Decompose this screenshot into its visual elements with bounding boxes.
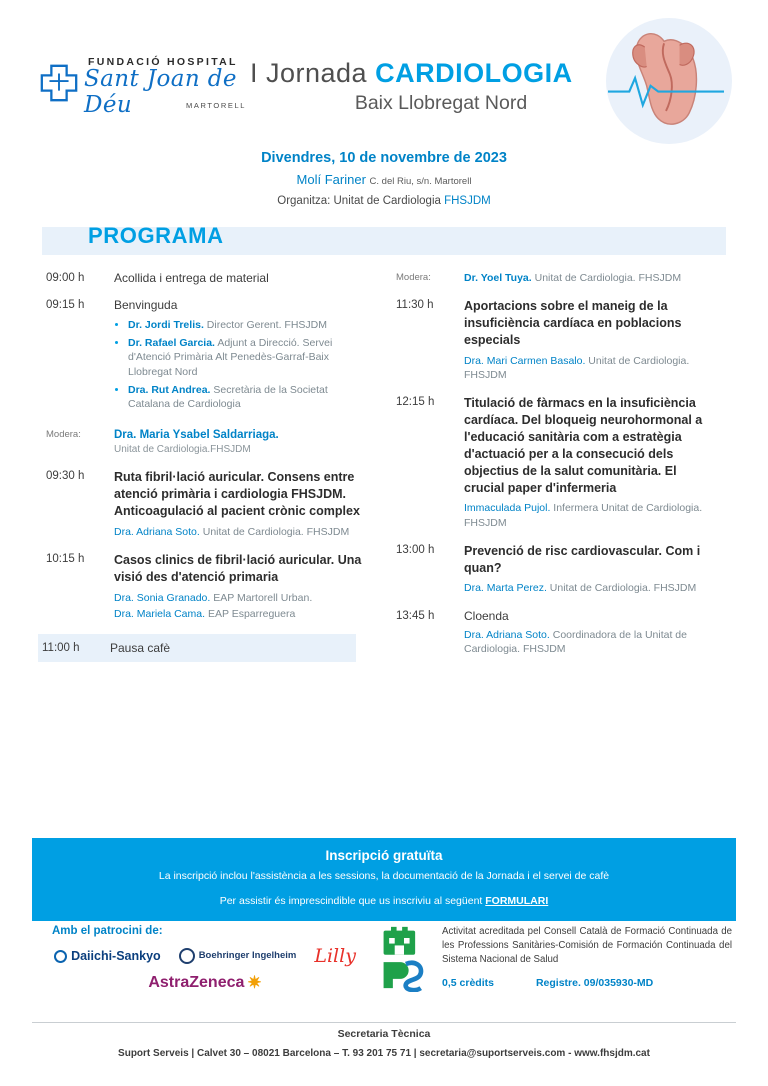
- banner-cta: [52, 895, 716, 907]
- speaker-name: Dr. Jordi Trelis.: [128, 319, 204, 331]
- organizer-text: Organitza: Unitat de Cardiologia: [277, 195, 445, 207]
- title-prefix: I Jornada: [250, 58, 376, 88]
- sponsor-name: Boehringer Ingelheim: [198, 949, 297, 961]
- sponsor-logo-boehringer-ingelheim: [179, 948, 297, 964]
- talk-title: Ruta fibril·lació auricular. Consens entre atenció primària i cardiologia FHSJDM. Anticoagulació al pacient crònic complex: [114, 469, 360, 518]
- list-item: [128, 383, 370, 411]
- speaker-role: Infermera Unitat de Cardiologia. FHSJDM: [464, 502, 703, 529]
- row-time: Modera:: [396, 272, 431, 283]
- banner-title: Inscripció gratuïta: [325, 848, 443, 863]
- event-date: Divendres, 10 de novembre de 2023: [261, 150, 507, 166]
- speaker-role: EAP Esparreguera: [207, 607, 296, 620]
- program-row: [392, 298, 726, 382]
- accreditation-text: Activitat acreditada pel Consell Català de Formació Continuada de les Professions Sanitàries-Comisión de Formación Continuada del Sistema Nacional de Salud: [442, 926, 732, 966]
- row-text: Pausa cafè: [110, 640, 171, 655]
- page-title: [250, 58, 650, 89]
- sponsors-row-1: [40, 945, 370, 967]
- row-time: 13:00 h: [396, 543, 435, 556]
- moderator-inline: [464, 271, 720, 285]
- logo-title: FUNDACIÓ HOSPITAL: [88, 56, 238, 68]
- row-content: [464, 395, 726, 530]
- row-time: 11:30 h: [396, 299, 434, 312]
- program-column-right: [392, 271, 726, 675]
- program-row: [392, 609, 726, 656]
- program-columns: [42, 271, 726, 675]
- registration-form-link[interactable]: FORMULARI: [485, 894, 549, 907]
- list-item: [128, 336, 370, 379]
- talk-speaker: [114, 591, 370, 605]
- speaker-name: Immaculada Pujol.: [464, 502, 551, 515]
- row-content: [464, 271, 726, 285]
- row-content: [114, 469, 376, 539]
- program-row: [42, 469, 376, 539]
- talk-speaker: [114, 525, 370, 539]
- moderator-name: Dra. Maria Ysabel Saldarriaga.: [114, 429, 279, 442]
- footer-divider: [32, 1022, 736, 1023]
- title-strong: CARDIOLOGIA: [375, 58, 573, 88]
- program-row: [42, 271, 376, 285]
- cross-logo-icon: [38, 62, 80, 104]
- program-row: [42, 298, 376, 415]
- banner-cta-text: Per assistir és imprescindible que us inscriviu al següent: [219, 894, 486, 907]
- row-content: [114, 298, 376, 415]
- programa-heading: PROGRAMA: [88, 223, 224, 248]
- speaker-name: Dra. Adriana Soto.: [464, 628, 550, 641]
- sponsor-name: Daiichi-Sankyo: [71, 949, 161, 963]
- program-row: [42, 552, 376, 621]
- boehringer-mark-icon: [179, 948, 195, 964]
- event-organizer: [0, 195, 768, 207]
- speaker-name: Dra. Sonia Granado.: [114, 591, 211, 604]
- talk-title: Titulació de fàrmacs en la insuficiència cardíaca. Del bloqueig neurohormonal a l'educació sanitària com a estratègia d'actuació per a la consecució dels objectius de la salut comunitària. El crucial paper d'infermeria: [464, 396, 703, 495]
- speaker-name: Dra. Mari Carmen Basalo.: [464, 354, 586, 367]
- row-content: [114, 552, 376, 621]
- organizer-accent: FHSJDM: [444, 195, 491, 207]
- footer-contact: Suport Serveis | Calvet 30 – 08021 Barcelona – T. 93 201 75 71 | secretaria@suportserveis.com - www.fhsjdm.cat: [118, 1048, 650, 1059]
- accreditation-meta: [442, 977, 732, 989]
- speaker-name: Dra. Rut Andrea.: [128, 383, 211, 396]
- accreditation-body: [442, 925, 732, 992]
- speaker-name: Dra. Adriana Soto.: [114, 525, 200, 538]
- sponsor-logo-astrazeneca: [148, 973, 261, 993]
- talk-speaker: [464, 581, 720, 595]
- speaker-name: Dra. Mariela Cama.: [114, 607, 206, 620]
- speaker-name: Dr. Rafael Garcia.: [128, 337, 215, 350]
- row-time: 09:00 h: [46, 272, 85, 284]
- sponsors-label: Amb el patrocini de:: [52, 925, 163, 937]
- daiichi-mark-icon: [54, 950, 67, 963]
- logo-script: Sant Joan de Déu: [84, 66, 237, 118]
- speaker-role: Director Gerent. FHSJDM: [206, 319, 327, 331]
- document-header: [0, 0, 768, 140]
- page-subtitle: Baix Llobregat Nord: [354, 92, 528, 114]
- program-row-moderator: [392, 271, 726, 285]
- programa-heading-bar: [42, 223, 726, 255]
- sponsor-logo-lilly: [314, 945, 356, 967]
- row-content: [464, 609, 726, 656]
- list-item: [128, 318, 370, 332]
- logo-subtitle: MARTORELL: [186, 101, 246, 110]
- document-footer: [0, 1028, 768, 1059]
- title-block: [250, 58, 650, 115]
- talk-speaker: [114, 607, 370, 621]
- row-time: 12:15 h: [396, 396, 435, 409]
- hospital-logo: [38, 46, 248, 118]
- accreditation-logo-icon: [378, 925, 430, 992]
- venue-name: Molí Fariner: [296, 172, 366, 187]
- row-time: Modera:: [46, 429, 81, 441]
- moderator-role: Unitat de Cardiologia. FHSJDM: [534, 272, 682, 284]
- speaker-list: [114, 318, 370, 411]
- speaker-role: Unitat de Cardiologia. FHSJDM: [202, 525, 350, 538]
- row-time: 10:15 h: [46, 552, 85, 565]
- sponsor-name: Lilly: [314, 945, 356, 967]
- sponsors-row-2: [40, 973, 370, 993]
- accreditation-registry: Registre. 09/035930-MD: [535, 977, 654, 990]
- footer-title: Secretaria Tècnica: [337, 1028, 431, 1040]
- talk-speaker: [464, 354, 720, 382]
- speaker-role: Adjunt a Direcció. Servei d'Atenció Primària Alt Penedès-Garraf-Baix Llobregat Nord: [128, 337, 333, 378]
- sponsor-name: AstraZeneca: [148, 974, 245, 991]
- registration-banner: [32, 838, 736, 921]
- row-time: 09:15 h: [46, 299, 85, 311]
- row-text: Cloenda: [464, 608, 509, 623]
- row-time: 13:45 h: [396, 609, 435, 622]
- row-text: Acollida i entrega de material: [114, 271, 269, 285]
- row-content: [464, 298, 726, 382]
- moderator-name: Dr. Yoel Tuya.: [464, 272, 532, 284]
- row-time: 11:00 h: [42, 641, 80, 654]
- row-content: [114, 428, 376, 456]
- program-row-break: [38, 634, 356, 662]
- speaker-role: Unitat de Cardiologia. FHSJDM: [549, 582, 697, 595]
- talk-title: Casos clinics de fibril·lació auricular. Una visió des d'atenció primaria: [114, 552, 362, 584]
- program-row-moderator: [42, 428, 376, 456]
- talk-title: Prevenció de risc cardiovascular. Com i quan?: [464, 543, 701, 575]
- program-column-left: [42, 271, 376, 675]
- row-content: [114, 271, 376, 285]
- program-row: [392, 543, 726, 596]
- talk-speaker: [464, 628, 720, 656]
- speaker-name: Dra. Marta Perez.: [464, 582, 547, 595]
- venue-address: C. del Riu, s/n. Martorell: [369, 176, 472, 187]
- row-content: [110, 641, 356, 655]
- sponsor-logo-daiichi-sankyo: [54, 949, 161, 963]
- accreditation-section: [378, 925, 732, 992]
- event-venue: [0, 172, 768, 187]
- row-text: Benvinguda: [114, 298, 178, 312]
- astrazeneca-burst-icon: ✷: [247, 973, 262, 992]
- row-time: 09:30 h: [46, 469, 85, 482]
- speaker-role: EAP Martorell Urban.: [213, 591, 313, 604]
- moderator-affiliation: Unitat de Cardiologia.FHSJDM: [114, 443, 251, 455]
- sponsors-section: [40, 925, 370, 999]
- program-row: [392, 395, 726, 530]
- accreditation-credits: 0,5 crèdits: [442, 977, 494, 990]
- speaker-role: Coordinadora de la Unitat de Cardiologia. FHSJDM: [464, 628, 687, 655]
- talk-title: Aportacions sobre el maneig de la insuficiència cardíaca en poblacions especials: [464, 299, 682, 347]
- speaker-role: Secretària de la Societat Catalana de Cardiologia: [128, 383, 328, 410]
- banner-text: La inscripció inclou l'assistència a les sessions, la documentació de la Jornada i el servei de cafè: [158, 870, 610, 882]
- row-content: [464, 543, 726, 596]
- speaker-role: Unitat de Cardiologia. FHSJDM: [464, 354, 690, 381]
- talk-speaker: [464, 501, 720, 529]
